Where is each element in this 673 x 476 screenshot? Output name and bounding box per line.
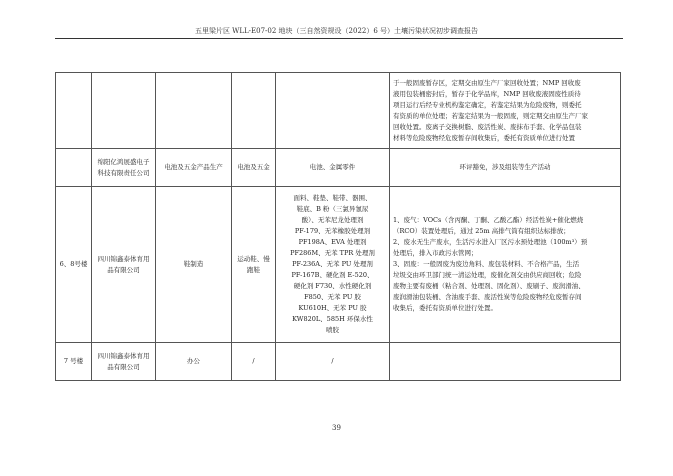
industry-cell: 电池及五金产品生产 [156,149,232,187]
text-line: 垃圾交由环卫部门统一清运处理，废催化剂交由供应商回收；危险 [393,271,582,279]
text-line: 材料等危险废物经危废暂存间收集后，委托有资质单位进行处置 [393,133,575,142]
pollution-cell [390,73,621,149]
text-line: （RCO）装置处理后，通过 25m 高排气筒有组织达标排放； [393,227,570,235]
text-line: PF-236A、无苯 PU 处理剂 [292,260,373,268]
company-cell: 四川锦鑫泰体育用品有限公司 [92,187,156,343]
header-rule [55,38,623,39]
text-line: 项目运行后经专业机构鉴定确定，若鉴定结果为危险废物，则委托 [393,100,582,109]
building-cell: 7 号楼 [56,343,92,381]
text-line: 收集后，委托有资质单位进行处置。 [393,304,497,312]
materials-cell: 电池、金属零件 [276,149,390,187]
product-cell: 运动鞋、慢跑鞋 [232,187,276,343]
industry-cell [156,73,232,149]
text-line: 于一般固废暂存区，定期交由原生产厂家回收处置；NMP 回收废 [393,78,581,87]
industry-cell: 办公 [156,343,232,381]
product-cell: 电池及五金 [232,149,276,187]
pollution-cell [390,187,621,343]
page-number: 39 [332,424,341,432]
text-line: 2、废水无生产废水，生活污水进入厂区污水预处理池（100m³）预 [393,238,588,246]
company-cell: 四川锦鑫泰体育用品有限公司 [92,343,156,381]
building-cell: 6、8号楼 [56,187,92,343]
text-line: KW820L、585H 环保水性 [292,315,373,323]
text-line: 鞋底、B 粉（三氯异氰尿 [296,205,369,213]
company-cell [92,73,156,149]
table-row [56,73,621,149]
building-cell [56,73,92,149]
enterprise-table [55,72,621,381]
text-line: PF198A、EVA 处理剂 [298,238,367,246]
text-line: 液用包装桶密封后，暂存于化学品库，NMP 回收废液固废性质待 [393,89,581,98]
text-line: 酸）、无苯尼龙处理剂 [301,216,364,224]
materials-cell [276,73,390,149]
text-line: PF-167B、硬化剂 E-520、 [291,271,374,279]
text-line: PF-179、无苯橡胶处理剂 [294,227,371,235]
pollution-cell [390,343,621,381]
text-line: 回收处置。废离子交换树脂、废活性炭、废抹布手套、化学品包装 [393,122,582,131]
materials-cell: / [276,343,390,381]
pollution-cell: 环评豁免，涉及组装等生产活动 [390,149,621,187]
text-line: 硬化剂 F730、水性硬化剂 [293,282,372,290]
text-line: KU610H、无苯 PU 胶 [298,304,367,312]
text-line: 喷胶 [326,326,339,334]
company-cell: 绵阳亿鸿展盛电子科技有限责任公司 [92,149,156,187]
text-line: PF286M、无苯 TPR 处理剂 [290,249,375,257]
table-row [56,187,621,343]
table-row [56,343,621,381]
page-header: 五里梁片区 WLL-E07-02 地块（三自然资规设（2022）6 号）土壤污染状况初步调查报告 [194,27,479,35]
table-row [56,149,621,187]
building-cell [56,149,92,187]
product-cell: / [232,343,276,381]
text-line: F850、无苯 PU 胶 [304,293,361,301]
text-line: 面料、鞋垫、鞋带、器围、 [293,194,372,202]
text-line: 3、固废：一般固废为废边角料、废包装材料、不合格产品，生活 [393,260,580,268]
text-line: 废物主要有废桶（粘合剂、处理剂、固化剂）、废刷子、废润滑油、 [393,282,585,290]
materials-cell [276,187,390,343]
text-line: 处理后，排入市政污水管网； [393,249,478,257]
text-line: 1、废气：VOCs（含丙酮、丁酮、乙酸乙酯）经活性炭+催化燃烧 [393,216,584,224]
industry-cell: 鞋制造 [156,187,232,343]
text-line: 废润滑油包装桶、含油废手套、废活性炭等危险废物经危废暂存间 [393,293,582,301]
product-cell [232,73,276,149]
text-line: 有资质的单位处理；若鉴定结果为一般固废，则定期交由原生产厂家 [393,111,588,120]
